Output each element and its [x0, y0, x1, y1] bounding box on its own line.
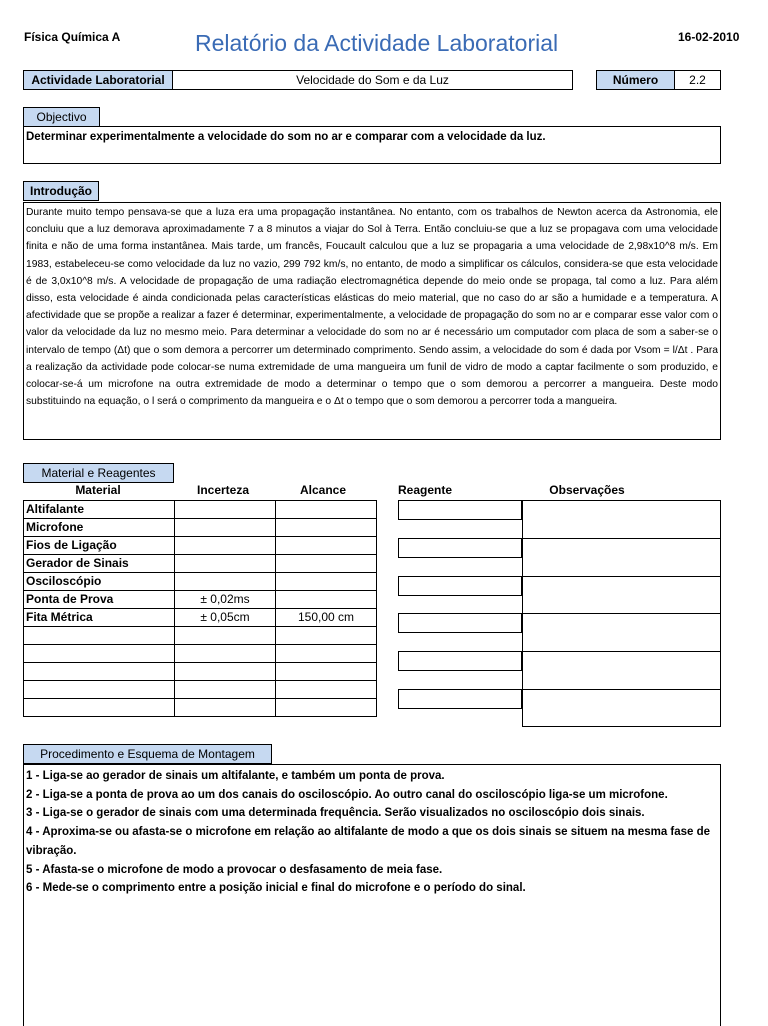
reagent-cell [398, 500, 522, 520]
range-cell [276, 699, 377, 717]
material-cell [24, 627, 175, 645]
range-cell [276, 663, 377, 681]
uncertainty-cell [175, 501, 276, 519]
range-cell [276, 645, 377, 663]
range-cell [276, 555, 377, 573]
uncertainty-cell [175, 573, 276, 591]
table-row [24, 555, 377, 573]
uncertainty-cell [175, 663, 276, 681]
table-row [24, 591, 377, 609]
range-cell [276, 681, 377, 699]
uncertainty-cell [175, 555, 276, 573]
table-row [24, 537, 377, 555]
procedure-step: 6 - Mede-se o comprimento entre a posição inicial e final do microfone e o período do sinal. [26, 882, 526, 895]
observation-cell [522, 500, 721, 539]
uncertainty-column-header: Incerteza [196, 483, 250, 497]
material-cell: Gerador de Sinais [24, 555, 175, 573]
range-cell [276, 501, 377, 519]
material-cell: Fios de Ligação [24, 537, 175, 555]
range-cell [276, 519, 377, 537]
range-cell [276, 573, 377, 591]
reagent-cell [398, 689, 522, 709]
subject-label: Física Química A [24, 30, 121, 44]
procedure-text [23, 764, 721, 1026]
observation-cell [522, 689, 721, 727]
material-cell [24, 645, 175, 663]
observation-cell [522, 613, 721, 652]
objective-text: Determinar experimentalmente a velocidade do som no ar e comparar com a velocidade da luz. [23, 126, 721, 164]
range-cell [276, 627, 377, 645]
uncertainty-cell: ± 0,02ms [175, 591, 276, 609]
activity-label: Actividade Laboratorial [23, 70, 173, 90]
procedure-step: 1 - Liga-se ao gerador de sinais um altifalante, e também um ponta de prova. [26, 770, 445, 782]
reagent-cell [398, 613, 522, 633]
table-row [24, 699, 377, 717]
table-row [24, 573, 377, 591]
table-row [24, 663, 377, 681]
table-row [24, 681, 377, 699]
reagent-column-header: Reagente [398, 483, 453, 497]
activity-name: Velocidade do Som e da Luz [172, 70, 573, 90]
material-cell: Altifalante [24, 501, 175, 519]
uncertainty-cell [175, 537, 276, 555]
material-cell: Ponta de Prova [24, 591, 175, 609]
material-cell: Microfone [24, 519, 175, 537]
number-label: Número [596, 70, 675, 90]
reagent-cell [398, 651, 522, 671]
uncertainty-cell [175, 645, 276, 663]
procedure-step: 2 - Liga-se a ponta de prova ao um dos canais do osciloscópio. Ao outro canal do osciloscópio liga-se um microfone. [26, 788, 668, 801]
range-cell: 150,00 cm [276, 609, 377, 627]
materials-label: Material e Reagentes [23, 463, 174, 483]
procedure-step: 5 - Afasta-se o microfone de modo a provocar o desfasamento de meia fase. [26, 863, 443, 876]
introduction-text: Durante muito tempo pensava-se que a luza era uma propagação instantânea. No entanto, com os trabalhos de Newton acerca da Astronomia, ele concluiu que a luz demorava aproximadamente 7 a 8 minutos a viajar do Sol à Terra. Então concluiu-se que a luz se propagava com uma velocidade finita e não de uma forma instantânea. Mais tarde, um francês, Foucault calculou que a luz se propagaria a uma velocidade de 2,98x10^8 m/s. Em 1983, estabeleceu-se como velocidade da luz no vazio, 299 792 km/s, no entanto, de modo a simplificar os cálculos, considera-se que esta velocidade é de 3,0x10^8 m/s. A velocidade de propagação de uma radiação electromagnética depende do meio onde se propaga, tal como a luz. Para além disso, esta velocidade é ainda condicionada pelas características elásticas do meio material, que no caso do ar são a humidade e a temperatura. A afectividade que se propõe a realizar a fazer é determinar, experimentalmente, a velocidade de propagação do som no ar e comparar esse valor com o valor da velocidade da luz no mesmo meio. Para determinar a velocidade do som no ar é necessário um computador com placa de som a saber-se o intervalo de tempo (Δt) que o som demora a percorrer um determinado comprimento. Sendo assim, a velocidade do som é dada por Vsom = l/Δt . Para a realização da actividade pode colocar-se numa extremidade de uma mangueira um funil de vidro de modo a captar facilmente o som produzido, e colocar-se-á um microfone na outra extremidade de modo a determinar o tempo que o som demorou a percorrer a mangueira. Deste modo substituindo na equação, o l será o comprimento da mangueira e o Δt o tempo que o som demorou a percorrer toda a mangueira. [23, 202, 721, 440]
range-cell [276, 591, 377, 609]
table-row [24, 609, 377, 627]
introduction-label: Introdução [23, 181, 99, 201]
material-cell [24, 681, 175, 699]
procedure-step: 4 - Aproxima-se ou afasta-se o microfone em relação ao altifalante de modo a que os dois sinais se situem na mesma fase de vibração. [26, 826, 711, 857]
material-cell [24, 663, 175, 681]
materials-table [23, 500, 377, 717]
material-cell: Osciloscópio [24, 573, 175, 591]
reagent-cell [398, 538, 522, 558]
uncertainty-cell [175, 699, 276, 717]
procedure-label: Procedimento e Esquema de Montagem [23, 744, 272, 764]
material-column-header: Material [75, 483, 121, 497]
observation-cell [522, 576, 721, 614]
objective-label: Objectivo [23, 107, 100, 127]
observation-cell [522, 538, 721, 577]
range-cell [276, 537, 377, 555]
page-title: Relatório da Actividade Laboratorial [195, 30, 559, 56]
procedure-step: 3 - Liga-se o gerador de sinais com uma determinada frequência. Serão visualizados no osciloscópio dois sinais. [26, 807, 645, 820]
material-cell [24, 699, 175, 717]
observation-cell [522, 651, 721, 690]
uncertainty-cell [175, 627, 276, 645]
table-row [24, 519, 377, 537]
observations-column-header: Observações [549, 483, 625, 497]
reagent-cell [398, 576, 522, 596]
range-column-header: Alcance [299, 483, 347, 497]
table-row [24, 501, 377, 519]
activity-number: 2.2 [674, 70, 721, 90]
table-row [24, 627, 377, 645]
material-cell: Fita Métrica [24, 609, 175, 627]
uncertainty-cell [175, 519, 276, 537]
report-date: 16-02-2010 [678, 30, 740, 44]
uncertainty-cell [175, 681, 276, 699]
uncertainty-cell: ± 0,05cm [175, 609, 276, 627]
table-row [24, 645, 377, 663]
